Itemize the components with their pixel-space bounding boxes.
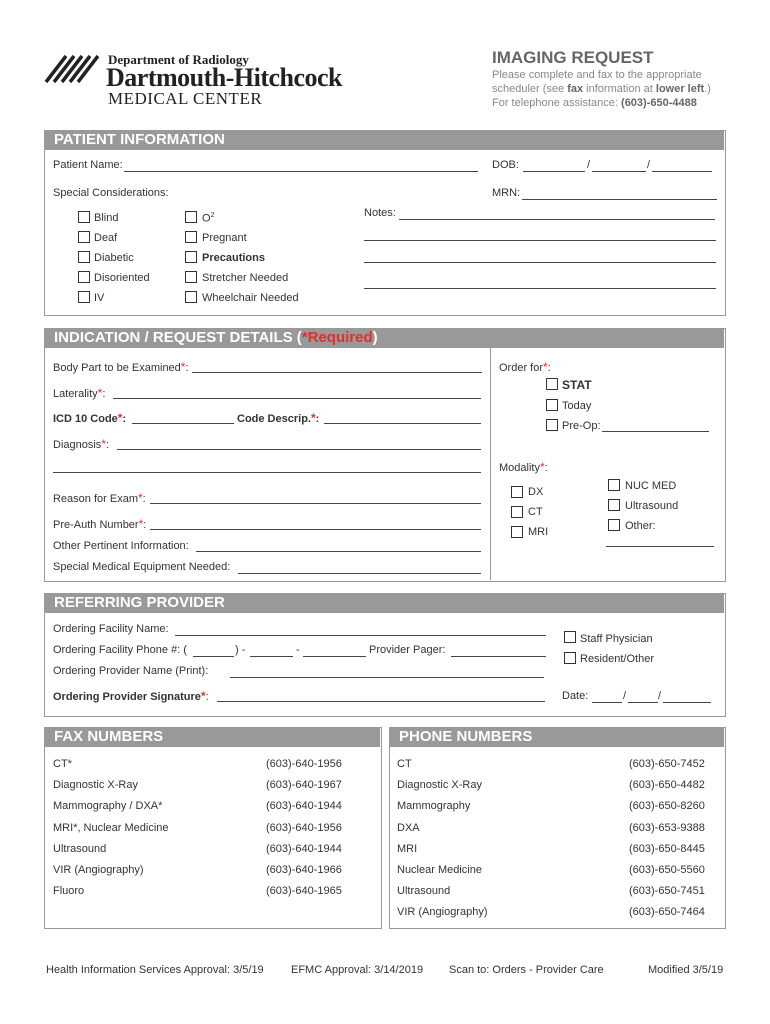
code-descrip-label: Code Descrip.*: — [237, 411, 320, 425]
date-month-field[interactable] — [592, 702, 622, 703]
checkbox-precautions[interactable] — [185, 251, 197, 263]
label-today: Today — [562, 400, 592, 412]
other-modality-field[interactable] — [606, 546, 714, 547]
signature-label: Ordering Provider Signature*: — [53, 689, 209, 703]
fax-heading: FAX NUMBERS — [44, 727, 380, 747]
phone-row-number: (603)-650-5560 — [629, 864, 705, 876]
phone-row-number: (603)-650-8445 — [629, 842, 705, 855]
checkbox-wheelchair[interactable] — [185, 291, 197, 303]
label-diabetic: Diabetic — [94, 252, 134, 264]
checkbox-diabetic[interactable] — [78, 251, 90, 263]
phone-row-number: (603)-650-7464 — [629, 906, 705, 919]
indication-heading: INDICATION / REQUEST DETAILS (*Required) — [44, 328, 724, 348]
provider-name-label: Ordering Provider Name (Print): — [53, 665, 209, 677]
notes-line-4[interactable] — [364, 288, 716, 289]
org-subtitle: MEDICAL CENTER — [108, 89, 263, 108]
footer-scan-to: Scan to: Orders - Provider Care — [449, 964, 604, 976]
mrn-label: MRN: — [492, 187, 521, 199]
icd-field[interactable] — [132, 423, 234, 424]
preauth-field[interactable] — [150, 529, 481, 530]
fax-row-name: Mammography / DXA* — [53, 800, 163, 813]
checkbox-ultrasound[interactable] — [608, 499, 620, 511]
label-ct: CT — [528, 506, 543, 518]
fax-row-number: (603)-640-1956 — [266, 758, 342, 770]
phone-row-name: DXA — [397, 821, 420, 834]
fax-row-name: VIR (Angiography) — [53, 864, 144, 876]
checkbox-mri[interactable] — [511, 526, 523, 538]
fax-row-number: (603)-640-1967 — [266, 779, 342, 792]
label-stretcher: Stretcher Needed — [202, 272, 289, 284]
phone-row-name: Diagnostic X-Ray — [397, 779, 482, 792]
notes-line-1[interactable] — [399, 219, 715, 220]
fax-row-name: Fluoro — [53, 885, 85, 898]
checkbox-staff-physician[interactable] — [564, 631, 576, 643]
other-info-label: Other Pertinent Information: — [53, 540, 189, 552]
label-staff-physician: Staff Physician — [580, 633, 653, 645]
diagnosis-field-2[interactable] — [53, 472, 481, 473]
checkbox-preop[interactable] — [546, 419, 558, 431]
phone-line-field[interactable] — [303, 656, 366, 657]
label-ultrasound: Ultrasound — [625, 500, 679, 512]
phone-row-name: Ultrasound — [397, 885, 451, 898]
phone-row-number: (603)-650-8260 — [629, 800, 705, 813]
label-dx: DX — [528, 486, 544, 498]
laterality-label: Laterality*: — [53, 386, 106, 400]
checkbox-iv[interactable] — [78, 291, 90, 303]
dob-month-field[interactable] — [523, 171, 585, 172]
phone-row-number: (603)-650-4482 — [629, 779, 705, 792]
label-precautions: Precautions — [202, 252, 265, 264]
dob-day-field[interactable] — [592, 171, 646, 172]
label-pregnant: Pregnant — [202, 232, 247, 244]
checkbox-pregnant[interactable] — [185, 231, 197, 243]
label-wheelchair: Wheelchair Needed — [202, 292, 299, 304]
label-stat: STAT — [562, 378, 592, 392]
fax-row-name: Diagnostic X-Ray — [53, 779, 138, 792]
signature-field[interactable] — [217, 701, 545, 702]
referring-heading: REFERRING PROVIDER — [44, 593, 724, 613]
phone-row-name: MRI — [397, 842, 418, 855]
label-disoriented: Disoriented — [94, 272, 150, 284]
phone-row-number: (603)-650-7451 — [629, 885, 705, 898]
label-iv: IV — [94, 292, 105, 304]
diagnosis-label: Diagnosis*: — [53, 437, 110, 451]
preauth-label: Pre-Auth Number*: — [53, 517, 147, 531]
phone-row-number: (603)-653-9388 — [629, 821, 705, 834]
label-o2: $O^2$ — [202, 212, 215, 225]
order-for-label: Order for*: — [499, 360, 551, 374]
patient-name-label: Patient Name: — [53, 159, 123, 171]
patient-heading: PATIENT INFORMATION — [44, 130, 724, 150]
phone-row-name: CT — [397, 758, 412, 770]
label-resident: Resident/Other — [580, 653, 654, 665]
label-deaf: Deaf — [94, 232, 118, 244]
checkbox-dx[interactable] — [511, 486, 523, 498]
phone-row-name: VIR (Angiography) — [397, 906, 488, 919]
checkbox-o2[interactable] — [185, 211, 197, 223]
dob-year-field[interactable] — [652, 171, 712, 172]
date-year-field[interactable] — [663, 702, 711, 703]
phone-prefix-field[interactable] — [250, 656, 293, 657]
fax-row-number: (603)-640-1966 — [266, 864, 342, 876]
reason-label: Reason for Exam*: — [53, 491, 146, 505]
notes-label: Notes: — [364, 207, 396, 219]
preop-field[interactable] — [602, 431, 709, 432]
body-part-label: Body Part to be Examined*: — [53, 360, 189, 374]
checkbox-stat[interactable] — [546, 378, 558, 390]
checkbox-nuc-med[interactable] — [608, 479, 620, 491]
date-day-field[interactable] — [628, 702, 658, 703]
code-descrip-field[interactable] — [324, 423, 481, 424]
special-equipment-field[interactable] — [238, 573, 481, 574]
label-blind: Blind — [94, 212, 119, 224]
checkbox-today[interactable] — [546, 399, 558, 411]
label-preop: Pre-Op: — [562, 420, 601, 432]
laterality-field[interactable] — [113, 398, 481, 399]
phone-row-name: Nuclear Medicine — [397, 864, 482, 876]
indication-divider — [490, 348, 491, 580]
footer-his-approval: Health Information Services Approval: 3/5/19 — [46, 964, 264, 976]
phone-heading: PHONE NUMBERS — [389, 727, 724, 747]
fax-row-number: (603)-640-1956 — [266, 821, 342, 834]
reason-field[interactable] — [150, 503, 481, 504]
phone-area-field[interactable] — [193, 656, 234, 657]
org-name: Dartmouth-Hitchcock — [106, 63, 343, 92]
fax-row-name: MRI*, Nuclear Medicine — [53, 821, 169, 834]
special-considerations-label: Special Considerations: — [53, 187, 169, 199]
notes-line-3[interactable] — [364, 262, 716, 263]
provider-name-field[interactable] — [230, 677, 544, 678]
phone-row-name: Mammography — [397, 800, 471, 813]
checkbox-stretcher[interactable] — [185, 271, 197, 283]
pager-field[interactable] — [451, 656, 546, 657]
notes-line-2[interactable] — [364, 240, 716, 241]
logo-icon — [44, 54, 100, 84]
footer-modified: Modified 3/5/19 — [648, 964, 724, 976]
icd-label: ICD 10 Code*: — [53, 411, 127, 425]
body-part-field[interactable] — [192, 372, 482, 373]
checkbox-resident[interactable] — [564, 652, 576, 664]
modality-label: Modality*: — [499, 460, 548, 474]
mrn-field[interactable] — [522, 199, 717, 200]
phone-row-number: (603)-650-7452 — [629, 758, 705, 770]
fax-row-name: CT* — [53, 758, 72, 770]
fax-row-number: (603)-640-1965 — [266, 885, 342, 898]
footer-efmc-approval: EFMC Approval: 3/14/2019 — [291, 964, 424, 976]
diagnosis-field[interactable] — [117, 449, 481, 450]
patient-name-field[interactable] — [124, 171, 478, 172]
label-other: Other: — [625, 520, 656, 532]
fax-row-number: (603)-640-1944 — [266, 800, 342, 813]
checkbox-deaf[interactable] — [78, 231, 90, 243]
dob-label: DOB: — [492, 159, 519, 171]
other-info-field[interactable] — [196, 551, 481, 552]
form-title: IMAGING REQUEST — [492, 48, 654, 67]
checkbox-ct[interactable] — [511, 506, 523, 518]
label-mri: MRI — [528, 526, 549, 538]
facility-phone-label: Ordering Facility Phone #: ( — [53, 644, 187, 656]
date-label: Date: — [562, 690, 589, 702]
label-nuc-med: NUC MED — [625, 480, 677, 492]
fax-row-name: Ultrasound — [53, 842, 107, 855]
fax-row-number: (603)-640-1944 — [266, 842, 342, 855]
facility-name-label: Ordering Facility Name: — [53, 623, 169, 635]
checkbox-other[interactable] — [608, 519, 620, 531]
checkbox-disoriented[interactable] — [78, 271, 90, 283]
checkbox-blind[interactable] — [78, 211, 90, 223]
department-name: Department of Radiology — [108, 52, 249, 67]
special-equipment-label: Special Medical Equipment Needed: — [53, 561, 231, 573]
form-instructions: Please complete and fax to the appropriate scheduler (see fax information at lower left.) For telephone assistance: (603)-650-4488 — [492, 69, 711, 109]
pager-label: Provider Pager: — [369, 644, 446, 656]
facility-name-field[interactable] — [175, 635, 546, 636]
